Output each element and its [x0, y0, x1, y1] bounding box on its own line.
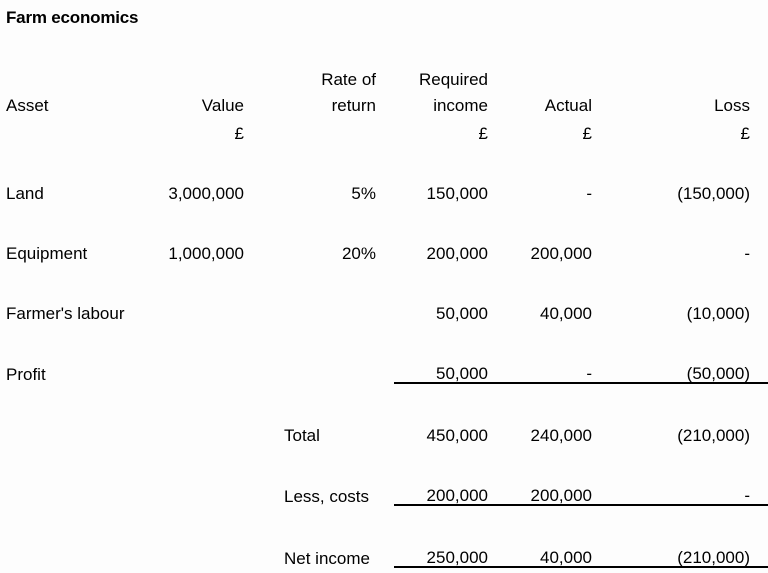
currency-required: £ [478, 124, 488, 143]
row-value: 1,000,000 [168, 244, 244, 263]
row-loss: (50,000) [686, 364, 750, 383]
totals-spacer-value [167, 505, 262, 567]
currency-actual: £ [582, 124, 592, 143]
row-asset-label: Profit [6, 365, 46, 384]
row-asset-label: Farmer's labour [6, 304, 125, 323]
row-value [167, 262, 262, 322]
header-value-line1 [167, 64, 262, 88]
totals-label: Total [284, 426, 320, 445]
totals-loss: (210,000) [610, 505, 768, 567]
row-value: 3,000,000 [168, 184, 244, 203]
table-row [0, 202, 768, 262]
totals-actual: 240,000 [506, 383, 610, 444]
row-loss: - [744, 244, 750, 263]
page-title: Farm economics [6, 8, 139, 27]
farm-economics-table [0, 64, 768, 568]
table-currency-row [0, 114, 768, 142]
row-loss: (10,000) [686, 304, 750, 323]
row-required: 50,000 [436, 364, 488, 383]
totals-spacer-value [167, 444, 262, 505]
totals-loss: - [610, 444, 768, 505]
totals-loss: (210,000) [610, 383, 768, 444]
totals-required: 200,000 [394, 444, 506, 505]
header-actual: Actual [544, 96, 592, 115]
totals-label: Less, costs [284, 487, 370, 506]
table-header-row-2 [0, 88, 768, 114]
table-header-row-1 [0, 64, 768, 88]
totals-required: 250,000 [394, 505, 506, 567]
header-loss-line1 [610, 64, 768, 88]
totals-spacer-asset [0, 444, 167, 505]
totals-actual: 40,000 [506, 505, 610, 567]
row-required: 200,000 [426, 244, 488, 263]
header-actual-line1 [506, 64, 610, 88]
row-rate [262, 322, 394, 383]
totals-spacer-asset [0, 505, 167, 567]
row-required: 50,000 [436, 304, 488, 323]
header-asset: Asset [6, 96, 49, 115]
header-required-line1: Required [419, 70, 488, 89]
header-rate-of-return: return [331, 96, 376, 115]
totals-actual: 200,000 [506, 444, 610, 505]
row-loss: (150,000) [677, 184, 750, 203]
currency-asset [0, 114, 167, 142]
currency-loss: £ [740, 124, 750, 143]
header-asset-line1 [0, 64, 167, 88]
totals-spacer-asset [0, 383, 167, 444]
table-row [0, 142, 768, 202]
header-loss: Loss [714, 96, 750, 115]
header-rate-line1: Rate of [321, 70, 376, 89]
row-asset-label: Equipment [6, 244, 88, 263]
totals-row-total [0, 383, 768, 444]
row-actual: - [586, 184, 592, 203]
totals-row-net-income [0, 505, 768, 567]
totals-spacer-value [167, 383, 262, 444]
totals-required: 450,000 [394, 383, 506, 444]
table-row [0, 322, 768, 383]
currency-value: £ [234, 124, 244, 143]
row-rate [262, 262, 394, 322]
row-actual: 40,000 [540, 304, 592, 323]
row-rate: 5% [351, 184, 376, 203]
row-asset-label: Land [6, 184, 44, 203]
totals-label: Net income [284, 549, 370, 568]
row-actual: 200,000 [530, 244, 592, 263]
row-value [167, 322, 262, 383]
header-required-income: income [433, 96, 488, 115]
table-row [0, 262, 768, 322]
currency-rate [262, 114, 394, 142]
row-actual: - [586, 364, 592, 383]
totals-row-less-costs [0, 444, 768, 505]
header-value: Value [201, 96, 244, 115]
row-required: 150,000 [426, 184, 488, 203]
row-rate: 20% [341, 244, 376, 263]
